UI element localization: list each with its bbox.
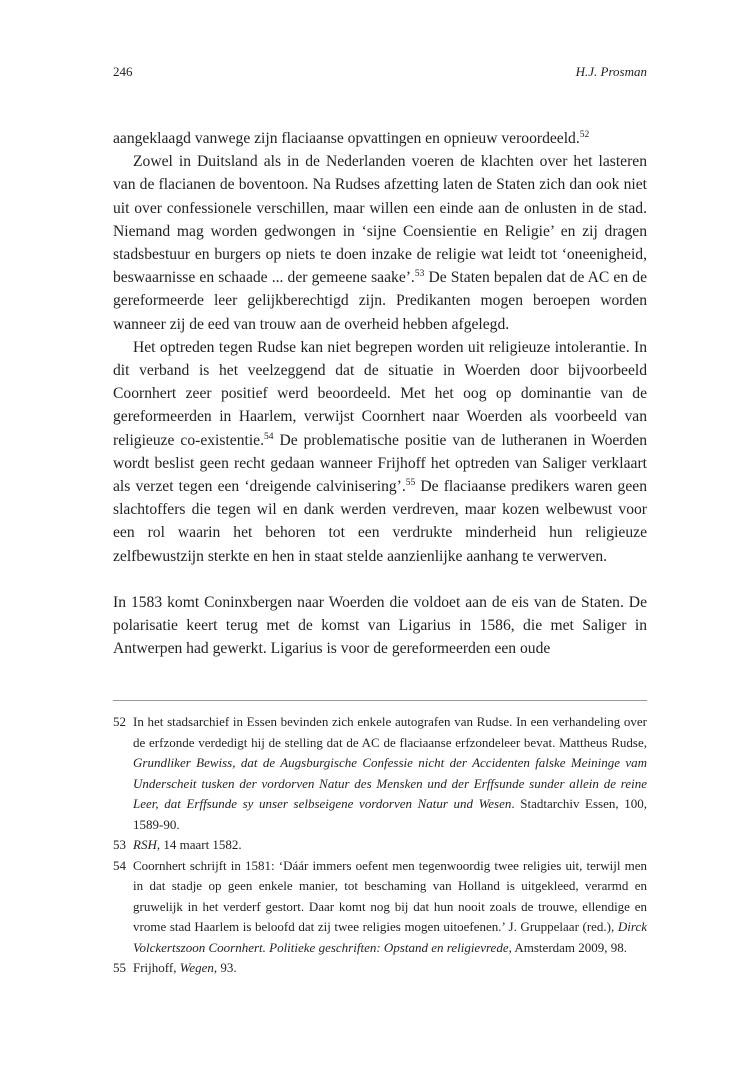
footnotes xyxy=(113,712,647,979)
paragraph xyxy=(113,150,647,336)
italic-text: Dirck Volckertszoon Coornhert. Politieke geschriften: Opstand en religievrede xyxy=(133,919,647,955)
footnote-number: 54 xyxy=(113,857,126,873)
running-head: H.J. Prosman xyxy=(575,64,647,79)
footnote-text xyxy=(133,856,647,959)
paragraph xyxy=(113,336,647,568)
footnote-separator xyxy=(113,700,647,701)
italic-text: RSH xyxy=(133,837,157,852)
text-run: Zowel in Duitsland als in de Nederlanden voeren de klachten over het lasteren van de flacianen de boventoon. Na Rudses afzetting laten de Staten zich dan ook niet uit over confessionele verschillen, maar willen een einde aan de onlusten in de stad. Niemand mag worden gedwongen in ‘sijne Coensientie en Religie’ en zij dragen stadsbestuur en burgers op niets te doen inzake de religie wat leidt tot ‘oneenigheid, beswaarnisse en schaade ... der gemeene saake’. xyxy=(113,153,647,287)
footnote-number: 53 xyxy=(113,837,126,852)
body-text xyxy=(113,127,647,660)
text-run: Het optreden tegen Rudse kan niet begrepen worden uit religieuze intolerantie. In dit verband is het veelzeggend dat de situatie in Woerden door bijvoorbeeld Coornhert zeer positief werd beoordeeld. Met het oog op dominantie van de gereformeerden in Haarlem, verwijst Coornhert naar Woerden als voorbeeld van religieuze co-existentie. xyxy=(113,338,647,449)
text-run: De flaciaanse predikers waren geen slachtoffers die tegen wil en dank werden verdreven, maar kozen welbewust voor een rol waarin het behoren tot een verdrukte minderheid hun religieuze zelfbewustzijn sterkte en hen in staat stelde aanzienlijke aanhang te verwerven. xyxy=(113,478,647,565)
text-run: In 1583 komt Coninxbergen naar Woerden die voldoet aan de eis van de Staten. De polarisatie keert terug met de komst van Ligarius in 1586, die met Saliger in Antwerpen had gewerkt. Ligarius is voor de gereformeerden een oude xyxy=(113,593,647,658)
text-run: , 14 maart 1582. xyxy=(156,837,242,852)
footnote-text xyxy=(133,835,647,856)
page-header xyxy=(113,64,647,84)
text-run: Frijhoff, xyxy=(133,960,180,975)
footnote-number: 52 xyxy=(113,714,126,729)
footnote-text xyxy=(133,712,647,835)
text-run: , 93. xyxy=(213,960,237,975)
page-number: 246 xyxy=(113,64,133,79)
footnote xyxy=(113,958,647,979)
paragraph xyxy=(113,591,647,661)
footnote xyxy=(113,835,647,856)
italic-text: Wegen xyxy=(179,960,214,975)
paragraph xyxy=(113,127,647,150)
footnote-reference: 54 xyxy=(264,431,274,442)
text-run: aangeklaagd vanwege zijn flaciaanse opvattingen en opnieuw veroordeeld. xyxy=(113,130,580,147)
text-run: De Staten bepalen dat de AC en de gereformeerde leer gelijkberechtigd zijn. Predikanten mogen beroepen worden wanneer zij de eed van trouw aan de overheid hebben afgelegd. xyxy=(113,269,647,333)
footnote xyxy=(113,856,647,959)
text-run: . Stadtarchiv Essen, 100, 1589-90. xyxy=(133,796,647,832)
text-run: De problematische positie van de lutheranen in Woerden wordt beslist geen recht gedaan wanneer Frijhoff het optreden van Saliger verklaart als verzet tegen een ‘dreigende calvinisering’. xyxy=(113,431,647,496)
footnote-reference: 55 xyxy=(405,478,416,489)
footnote-reference: 53 xyxy=(414,269,425,280)
footnote-reference: 52 xyxy=(579,130,590,140)
text-run: In het stadsarchief in Essen bevinden zich enkele autografen van Rudse. In een verhandeling over de erfzonde verdedigt hij de stelling dat de AC de flaciaanse erfzondeleer bevat. Mattheus Rudse, xyxy=(133,714,647,750)
footnote-number: 55 xyxy=(113,960,126,975)
footnote-text xyxy=(133,958,647,979)
text-run: Coornhert schrijft in 1581: ‘Dáár immers oefent men tegenwoordig twee religies uit, terwijl men in dat stadje op geen enkele manier, tot beschaming van Holland is uitgekleed, verarmd en gruwelijk in het verderf gestort. Daar komt nog bij dat hun nooit zoals de trouwe, ellendige en vrome stad Haarlem is beloofd dat zij twee religies mogen uitoefenen.’ J. Gruppelaar (red.), xyxy=(133,857,647,934)
italic-text: Grundliker Bewiss, dat de Augsburgische Confessie nicht der Accidenten falske Meininge vam Underscheit tusken der vordorven Natur des Mensken und der Erffsunde sunder allein de reine Leer, dat Erffsunde sy unser selbseigene vordorven Natur und Wesen xyxy=(133,755,647,811)
text-run: , Amsterdam 2009, 98. xyxy=(508,939,628,955)
footnote xyxy=(113,712,647,835)
